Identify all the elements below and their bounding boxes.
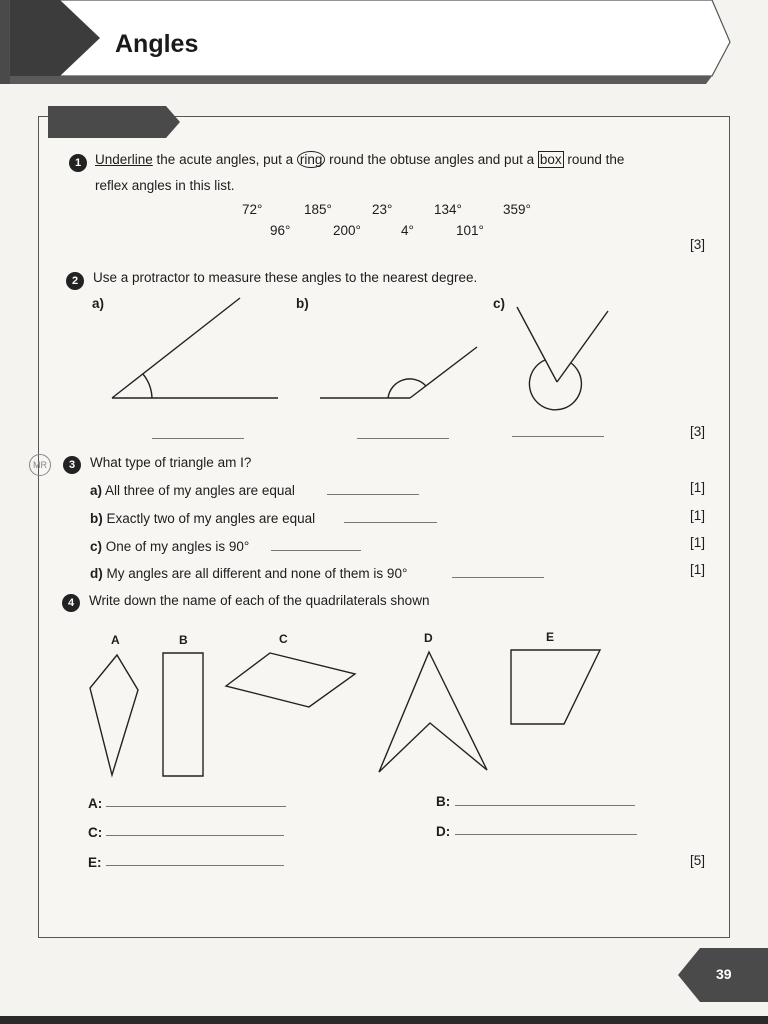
q4-answer-line-d[interactable] bbox=[455, 833, 637, 835]
angle-value[interactable]: 4° bbox=[401, 223, 414, 238]
page-number: 39 bbox=[716, 966, 732, 982]
q1-text-b: round the obtuse angles and put a bbox=[325, 152, 538, 167]
answer-label-d: D: bbox=[436, 824, 451, 839]
angle-value[interactable]: 101° bbox=[456, 223, 484, 238]
q4-marks: [5] bbox=[690, 853, 706, 868]
q1-marks: [3] bbox=[690, 237, 706, 252]
angle-value[interactable]: 359° bbox=[503, 202, 531, 217]
q3-part-b: b) Exactly two of my angles are equal bbox=[90, 511, 316, 526]
q2-marks: [3] bbox=[690, 424, 706, 439]
q2-label-a: a) bbox=[92, 296, 105, 311]
q3-part-d: d) My angles are all different and none of them is 90° bbox=[90, 566, 408, 581]
q4-answer-line-c[interactable] bbox=[106, 834, 284, 836]
angle-value[interactable]: 185° bbox=[304, 202, 332, 217]
shape-label-c: C bbox=[279, 632, 288, 646]
question-4-instruction: Write down the name of each of the quadrilaterals shown bbox=[89, 593, 430, 608]
q1-ring-word: ring bbox=[297, 151, 326, 168]
q4-answer-line-e[interactable] bbox=[106, 864, 284, 866]
q2-label-b: b) bbox=[296, 296, 309, 311]
q2-label-c: c) bbox=[493, 296, 506, 311]
question-3-instruction: What type of triangle am I? bbox=[90, 455, 252, 470]
shape-a-kite bbox=[90, 655, 138, 775]
shape-label-d: D bbox=[424, 631, 433, 645]
shape-label-b: B bbox=[179, 633, 188, 647]
q3-marks-d: [1] bbox=[690, 562, 706, 577]
q3-part-c: c) One of my angles is 90° bbox=[90, 539, 250, 554]
angle-value[interactable]: 200° bbox=[333, 223, 361, 238]
bottom-edge bbox=[0, 1016, 768, 1024]
angle-value[interactable]: 96° bbox=[270, 223, 291, 238]
q4-answer-line-b[interactable] bbox=[455, 804, 635, 806]
mr-badge: MR bbox=[29, 454, 51, 476]
q1-underline-word: Underline bbox=[95, 152, 153, 167]
answer-label-b: B: bbox=[436, 794, 451, 809]
shape-e-trapezium bbox=[511, 650, 600, 724]
shape-c-rhombus bbox=[226, 653, 355, 707]
q1-box-word: box bbox=[539, 152, 562, 167]
angle-value[interactable]: 134° bbox=[434, 202, 462, 217]
shape-label-a: A bbox=[111, 633, 120, 647]
question-4-number: 4 bbox=[62, 594, 80, 612]
question-3-number: 3 bbox=[63, 456, 81, 474]
answer-label-c: C: bbox=[88, 825, 103, 840]
shape-label-e: E bbox=[546, 630, 555, 644]
answer-label-a: A: bbox=[88, 796, 103, 811]
q3-part-a: a) All three of my angles are equal bbox=[90, 483, 295, 498]
question-1-number: 1 bbox=[69, 154, 87, 172]
question-2-number: 2 bbox=[66, 272, 84, 290]
shape-b-rectangle bbox=[163, 653, 203, 776]
page-title: Angles bbox=[115, 30, 199, 58]
q1-text-a: the acute angles, put a bbox=[152, 152, 297, 167]
q3-marks-b: [1] bbox=[690, 508, 706, 523]
angle-value[interactable]: 72° bbox=[242, 202, 263, 217]
angle-value[interactable]: 23° bbox=[372, 202, 393, 217]
question-1-instruction-line2: reflex angles in this list. bbox=[95, 178, 235, 193]
question-2-instruction: Use a protractor to measure these angles to the nearest degree. bbox=[93, 270, 478, 285]
q1-text-c: round the bbox=[563, 152, 625, 167]
shape-d-arrowhead bbox=[379, 652, 487, 772]
answer-label-e: E: bbox=[88, 855, 102, 870]
q3-marks-a: [1] bbox=[690, 480, 706, 495]
q4-answer-line-a[interactable] bbox=[106, 805, 286, 807]
q3-marks-c: [1] bbox=[690, 535, 706, 550]
